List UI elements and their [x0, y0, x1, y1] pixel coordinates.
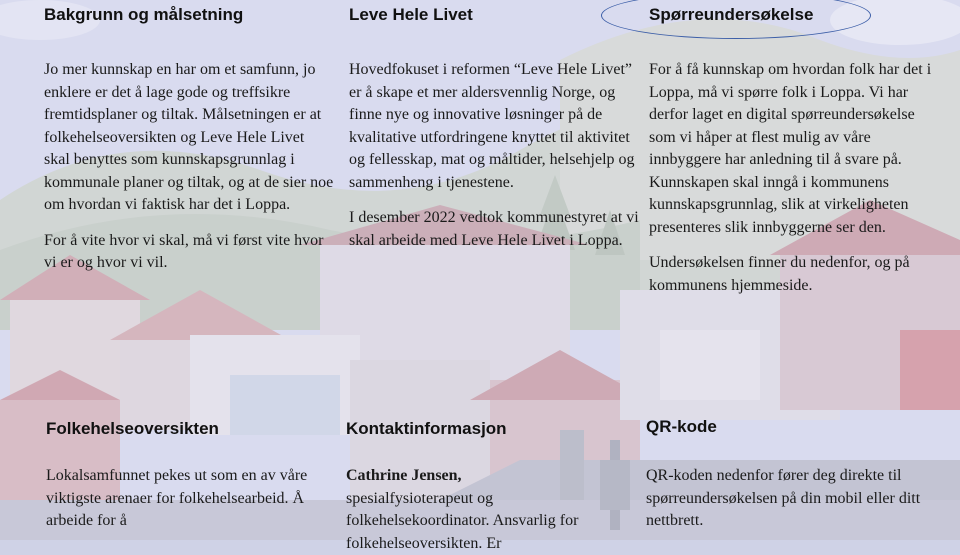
section-paragraph: Jo mer kunnskap en har om et samfunn, jo enklere er det å lage gode og treffsikre fremtidsplaner og tiltak. Målsetningen er at folkehelseoversikten og Leve Hele Livet skal benyttes som kunnskapsgrunnlag i kommunale planer og tiltak, og at de sier noe om hvordan vi faktisk har det i Loppa.	[44, 59, 334, 217]
section-title: QR-kode	[646, 417, 936, 437]
section-paragraph: I desember 2022 vedtok kommunestyret at vi skal arbeide med Leve Hele Livet i Loppa.	[349, 207, 639, 252]
section-paragraph: spesialfysioterapeut og folkehelsekoordinator. Ansvarlig for folkehelseoversikten. Er	[346, 488, 636, 555]
contact-name: Cathrine Jensen,	[346, 465, 636, 488]
section-paragraph: For å vite hvor vi skal, må vi først vite hvor vi er og hvor vi vil.	[44, 230, 334, 275]
section-title: Bakgrunn og målsetning	[44, 5, 334, 25]
section-paragraph: Lokalsamfunnet pekes ut som en av våre viktigste arenaer for folkehelsearbeid. Å arbeide for å	[46, 465, 336, 533]
section-paragraph: Undersøkelsen finner du nedenfor, og på kommunens hjemmeside.	[649, 252, 939, 297]
section-qr-kode	[646, 417, 936, 533]
section-paragraph: For å få kunnskap om hvordan folk har det i Loppa, må vi spørre folk i Loppa. Vi har derfor laget en digital spørreundersøkelse som vi håper at flest mulig av våre innbyggere har anledning til å svare på. Kunnskapen skal inngå i kommunens kunnskapsgrunnlag, slik at virkeligheten presenteres slik innbyggerne ser den.	[649, 59, 939, 239]
section-title: Leve Hele Livet	[349, 5, 639, 25]
section-title: Spørreundersøkelse	[649, 5, 939, 25]
section-bakgrunn	[44, 5, 334, 275]
section-sporreundersokelse	[649, 5, 939, 297]
section-title: Folkehelseoversikten	[46, 419, 336, 439]
section-title: Kontaktinformasjon	[346, 419, 636, 439]
section-folkehelseoversikten	[46, 419, 336, 533]
section-paragraph: Hovedfokuset i reformen “Leve Hele Livet” er å skape et mer aldersvennlig Norge, og finne nye og innovative løsninger på de kvalitative utfordringene knyttet til aktivitet og fellesskap, mat og måltider, helsehjelp og sammenheng i tjenestene.	[349, 59, 639, 194]
section-paragraph: QR-koden nedenfor fører deg direkte til spørreundersøkelsen på din mobil eller ditt nettbrett.	[646, 465, 936, 533]
section-kontaktinformasjon	[346, 419, 636, 555]
section-leve-hele-livet	[349, 5, 639, 252]
